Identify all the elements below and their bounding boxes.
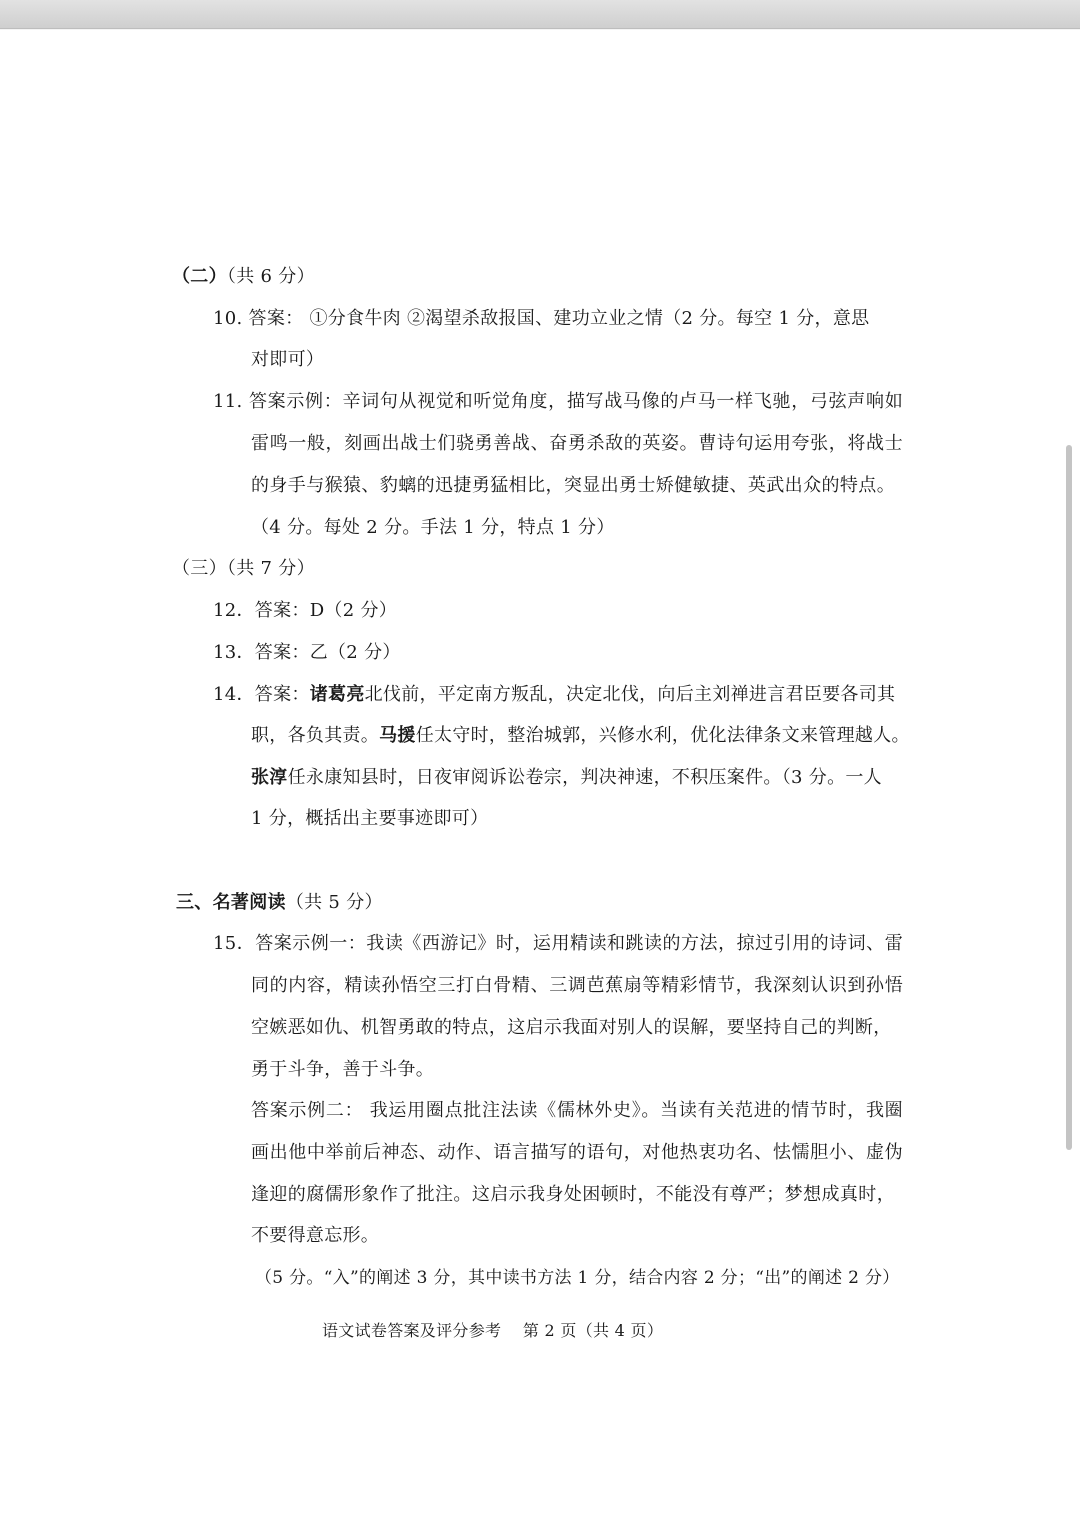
q14-line-1-rest: 北伐前，平定南方叛乱，决定北伐，向后主刘禅进言君臣要各司其 — [364, 684, 896, 705]
q14-line-4: 1 分，概括出主要事迹即可） — [251, 808, 489, 829]
q15-scoring-note: （5 分。“入”的阐述 3 分，其中读书方法 1 分，结合内容 2 分；“出”的阐述 2 分） — [255, 1268, 900, 1288]
q15-line-8: 不要得意忘形。 — [251, 1225, 380, 1246]
vertical-scrollbar[interactable] — [1066, 445, 1072, 1150]
section-2-score: （共 6 分） — [226, 266, 315, 287]
q15-line-6: 画出他中举前后神态、动作、语言描写的语句，对他热衷功名、怯懦胆小、虚伪 — [251, 1142, 903, 1163]
q14-line-2 — [251, 723, 910, 749]
q13-line: 13．答案：乙（2 分） — [213, 642, 401, 663]
q14-name-zhangchun: 张淳 — [251, 767, 288, 788]
q15-line-1: 15．答案示例一：我读《西游记》时，运用精读和跳读的方法，掠过引用的诗词、雷 — [213, 933, 903, 954]
q14-line-2-b: 任太守时，整治城郭，兴修水利，优化法律条文来管理越人。 — [415, 725, 910, 746]
q12-line: 12．答案：D（2 分） — [213, 600, 398, 621]
part-3-title: 三、名著阅读 — [176, 892, 286, 913]
q14-line-1 — [213, 682, 895, 708]
q15-line-7: 逢迎的腐儒形象作了批注。这启示我身处困顿时，不能没有尊严；梦想成真时， — [251, 1184, 895, 1205]
q11-line-3: 的身手与猴猿、豹螭的迅捷勇猛相比，突显出勇士矫健敏捷、英武出众的特点。 — [251, 475, 895, 496]
section-3-heading: （三）（共 7 分） — [172, 558, 315, 579]
q11-line-2: 雷鸣一般，刻画出战士们骁勇善战、奋勇杀敌的英姿。曹诗句运用夸张，将战士 — [251, 433, 903, 454]
q15-line-3: 空嫉恶如仇、机智勇敢的特点，这启示我面对别人的误解，要坚持自己的判断， — [251, 1017, 892, 1038]
q11-line-4: （4 分。每处 2 分。手法 1 分，特点 1 分） — [251, 517, 615, 538]
viewer-top-bar — [0, 0, 1080, 29]
q10-line-1: 10. 答案： ①分食牛肉 ②渴望杀敌报国、建功立业之情（2 分。每空 1 分，意思 — [213, 308, 870, 329]
page-footer: 语文试卷答案及评分参考 第 2 页（共 4 页） — [322, 1321, 664, 1340]
section-2-label: （二） — [172, 266, 227, 287]
q14-line-2-a: 职，各负其责。 — [251, 725, 380, 746]
q14-line-3 — [251, 765, 882, 791]
q14-line-3-rest: 任永康知县时，日夜审阅诉讼卷宗，判决神速，不积压案件。（3 分。一人 — [287, 767, 882, 788]
q15-line-4: 勇于斗争，善于斗争。 — [251, 1059, 434, 1080]
q11-line-1: 11. 答案示例：辛词句从视觉和听觉角度，描写战马像的卢马一样飞驰，弓弦声响如 — [213, 391, 903, 412]
part-3-score: （共 5 分） — [285, 892, 383, 913]
q14-name-mayuan: 马援 — [379, 725, 416, 746]
q10-line-2: 对即可） — [251, 349, 325, 370]
section-2-heading — [172, 264, 315, 290]
q15-line-5: 答案示例二： 我运用圈点批注法读《儒林外史》。当读有关范进的情节时，我圈 — [251, 1100, 903, 1121]
q15-line-2: 同的内容，精读孙悟空三打白骨精、三调芭蕉扇等精彩情节，我深刻认识到孙悟 — [251, 975, 903, 996]
part-3-heading — [176, 890, 383, 916]
q14-name-zhugeliang: 诸葛亮 — [309, 684, 365, 705]
q14-prefix: 14．答案： — [213, 684, 310, 705]
